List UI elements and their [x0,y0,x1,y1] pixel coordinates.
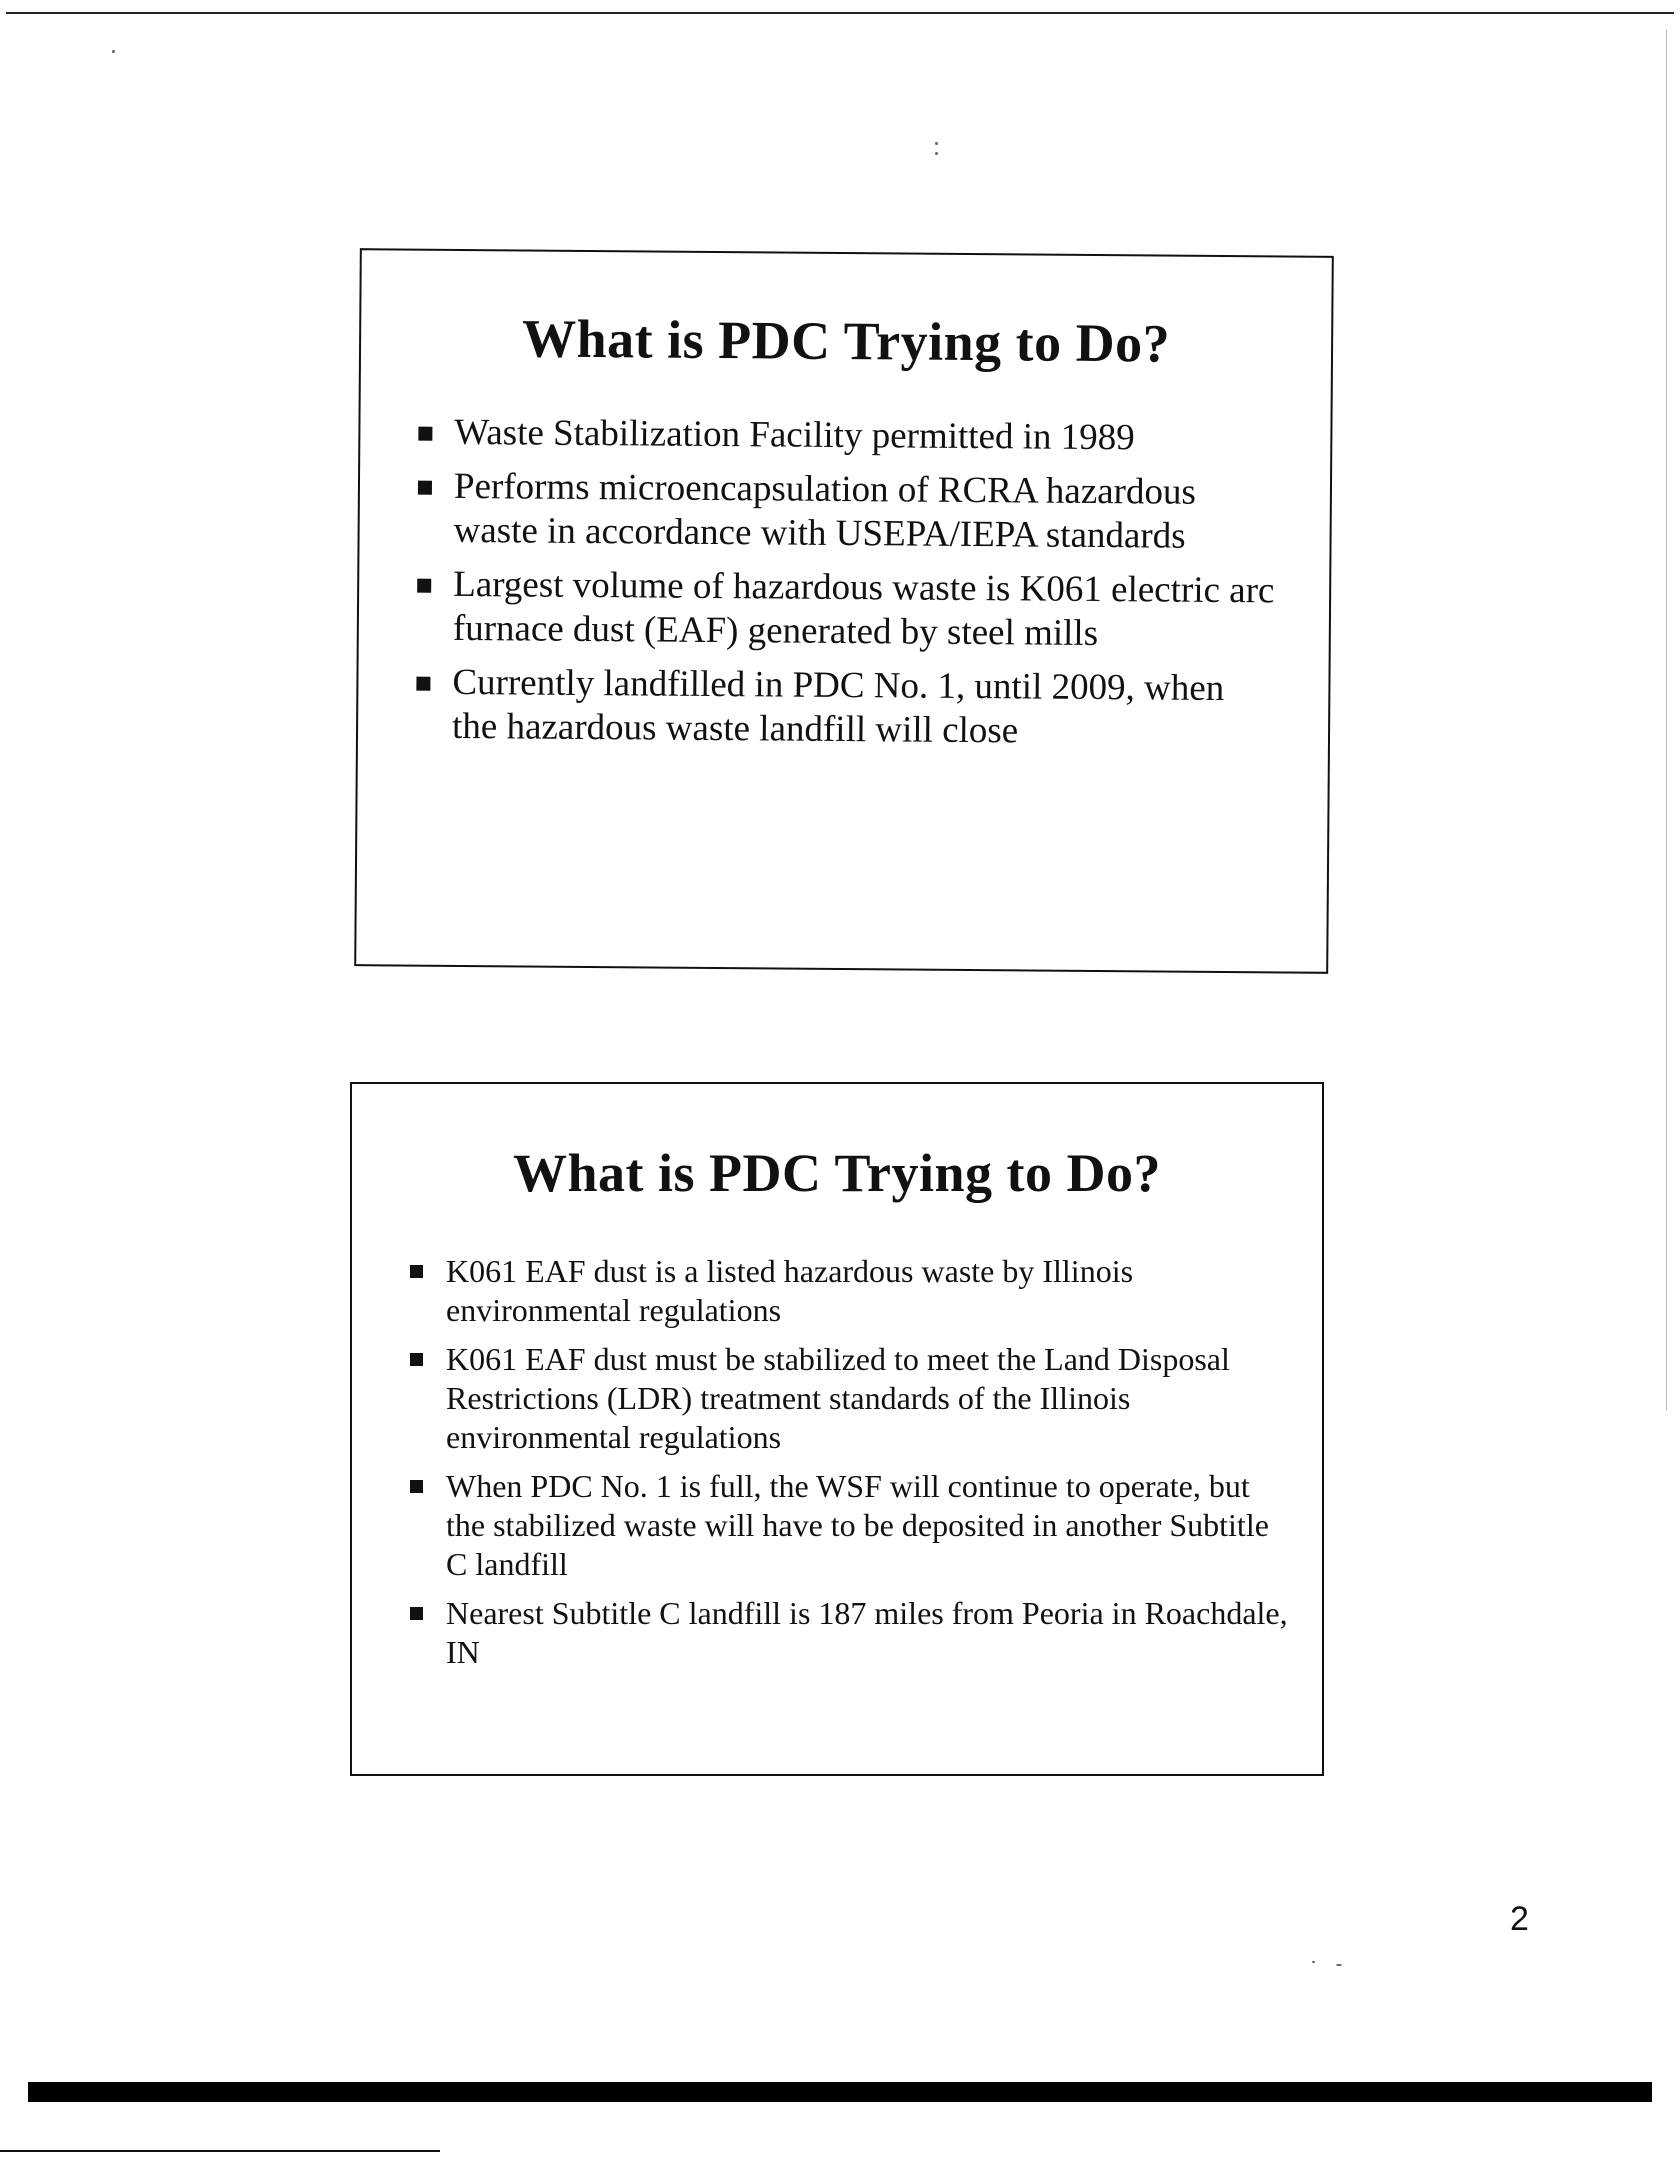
scan-speck [935,152,938,155]
slide-2-bullet [410,1252,1290,1330]
bullet-text: Currently landfilled in PDC No. 1, until 2009, when the hazardous waste landfill will close [451,661,1225,752]
slide-2-bullet [410,1594,1290,1672]
bullet-text: Nearest Subtitle C landfill is 187 miles from Peoria in Roachdale, IN [446,1595,1288,1670]
square-bullet-icon [410,1353,423,1366]
square-bullet-icon [418,427,432,441]
page-number: 2 [1510,1900,1529,1938]
bullet-text: K061 EAF dust is a listed hazardous waste by Illinois environmental regulations [446,1253,1134,1328]
slide-1-bullet [416,661,1277,756]
bullet-text: When PDC No. 1 is full, the WSF will continue to operate, but the stabilized waste will have to be deposited in another Subtitle C landfill [446,1468,1269,1582]
slide-1-bullet [417,563,1278,658]
scan-speck [112,50,115,53]
right-scan-edge [1666,30,1667,1410]
slide-1 [354,248,1334,974]
square-bullet-icon [410,1265,423,1278]
square-bullet-icon [416,677,430,691]
slide-1-bullet [417,465,1278,560]
square-bullet-icon [417,579,431,593]
slide-1-bullet-list [416,411,1279,756]
slide-1-title: What is PDC Trying to Do? [521,308,1171,374]
bullet-text: Waste Stabilization Facility permitted in 1989 [454,411,1135,459]
bullet-text: Performs microencapsulation of RCRA hazardous waste in accordance with USEPA/IEPA standards [453,465,1197,557]
scan-speck [935,142,938,145]
square-bullet-icon [410,1607,423,1620]
scan-speck [1336,1964,1342,1966]
square-bullet-icon [418,481,432,495]
slide-1-bullet [418,411,1278,462]
bullet-text: K061 EAF dust must be stabilized to meet the Land Disposal Restrictions (LDR) treatment standards of the Illinois environmental regulations [446,1341,1230,1455]
slide-2 [350,1082,1324,1776]
scan-speck [1312,1961,1315,1963]
slide-2-title: What is PDC Trying to Do? [512,1143,1162,1203]
bullet-text: Largest volume of hazardous waste is K061 electric arc furnace dust (EAF) generated by steel mills [452,563,1275,654]
square-bullet-icon [410,1480,423,1493]
bottom-scan-bar [28,2082,1652,2102]
slide-2-bullet [410,1467,1290,1584]
slide-2-bullet-list [410,1252,1290,1672]
slide-2-bullet [410,1340,1290,1457]
top-scan-rule [6,12,1674,14]
bottom-scan-rule [0,2150,440,2152]
